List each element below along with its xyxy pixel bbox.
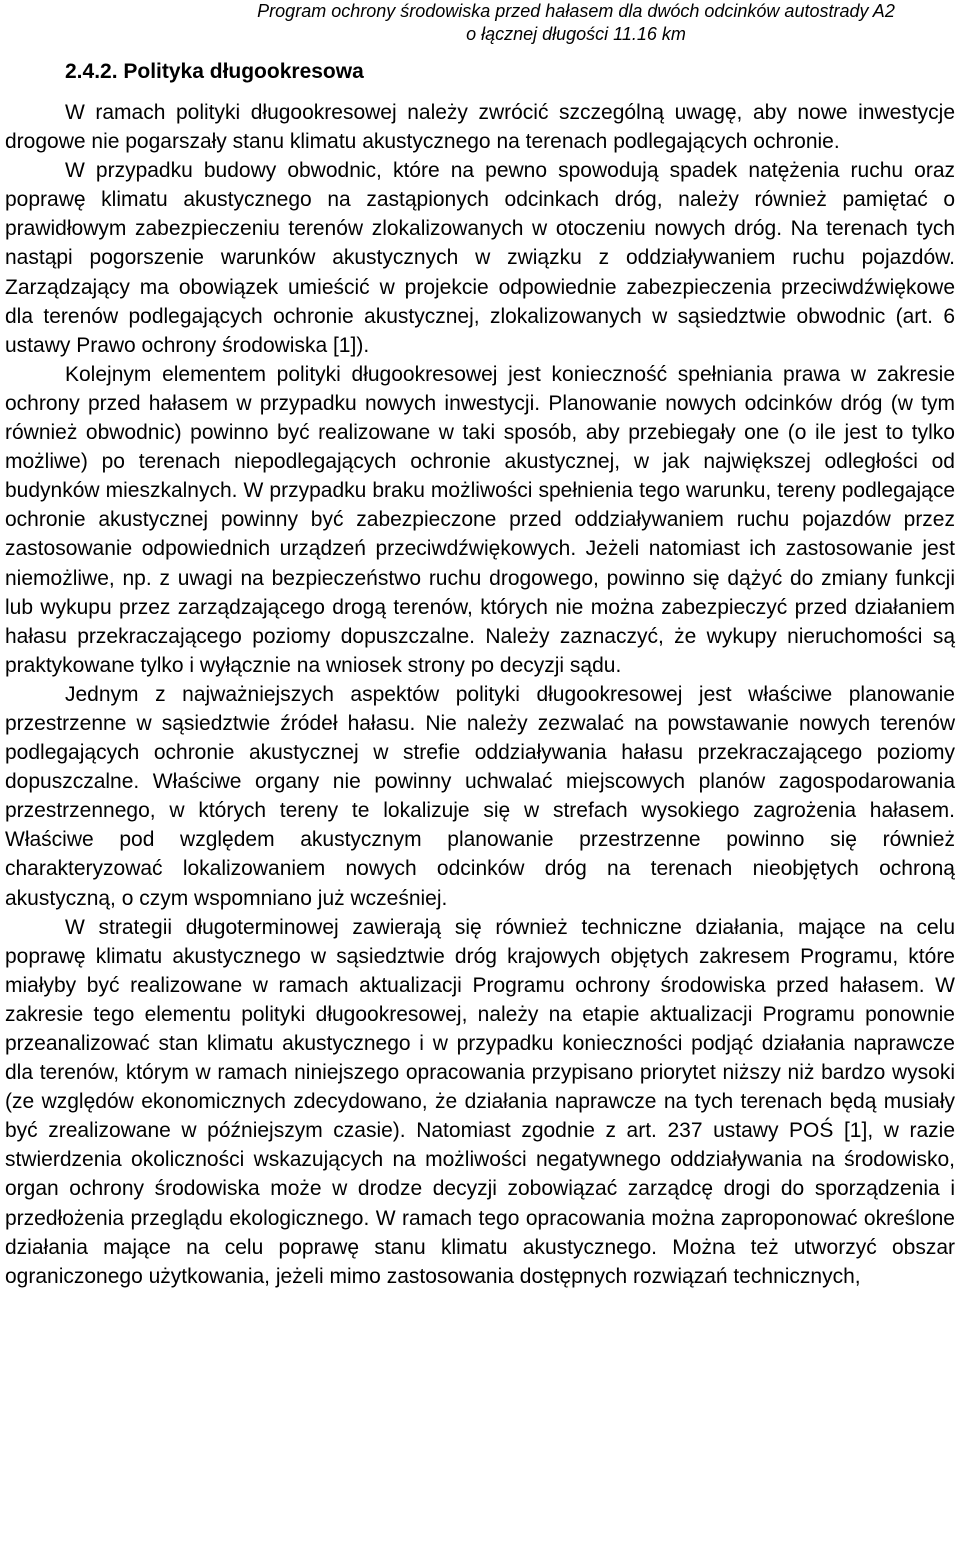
paragraph: W przypadku budowy obwodnic, które na pewno spowodują spadek natężenia ruchu oraz poprawę klimatu akustycznego na zastąpionych odcinkach dróg, należy również pamiętać o prawidłowym zabezpieczeniu terenów zlokalizowanych w otoczeniu nowych dróg. Na terenach tych nastąpi pogorszenie warunków akustycznych w związku z oddziaływaniem ruchu pojazdów. Zarządzający ma obowiązek umieścić w projekcie odpowiednie zabezpieczenia przeciwdźwiękowe dla terenów podlegających ochronie akustycznej, zlokalizowanych w sąsiedztwie obwodnic (art. 6 ustawy Prawo ochrony środowiska [1]). xyxy=(5,159,955,357)
body-text xyxy=(5,98,955,1291)
running-header-line-1: Program ochrony środowiska przed hałasem dla dwóch odcinków autostrady A2 xyxy=(257,1,895,21)
section-heading: 2.4.2. Polityka długookresowa xyxy=(65,60,364,83)
running-header xyxy=(196,0,956,46)
paragraph: Kolejnym elementem polityki długookresowej jest konieczność spełniania prawa w zakresie ochrony przed hałasem w przypadku nowych inwestycji. Planowanie nowych odcinków dróg (w tym również obwodnic) powinno być realizowane w taki sposób, aby przebiegały one (o ile jest to tylko możliwe) po terenach niepodlegających ochronie akustycznej, w jak największej odległości od budynków mieszkalnych. W przypadku braku możliwości spełnienia tego warunku, tereny podlegające ochronie akustycznej powinny być zabezpieczone przed oddziaływaniem ruchu pojazdów przez zastosowanie odpowiednich urządzeń przeciwdźwiękowych. Jeżeli natomiast ich zastosowanie jest niemożliwe, np. z uwagi na bezpieczeństwo ruchu drogowego, powinno się dążyć do zmiany funkcji lub wykupu przez zarządzającego drogą terenów, których nie można zabezpieczyć przed działaniem hałasu przekraczającego poziomy dopuszczalne. Należy zaznaczyć, że wykupy nieruchomości są praktykowane tylko i wyłącznie na wniosek strony po decyzji sądu. xyxy=(5,362,955,677)
paragraph: Jednym z najważniejszych aspektów polityki długookresowej jest właściwe planowanie przestrzenne w sąsiedztwie źródeł hałasu. Nie należy zezwalać na powstawanie nowych terenów podlegających ochronie akustycznej w strefie oddziaływania hałasu przekraczającego poziomy dopuszczalne. Właściwe organy nie powinny uchwalać miejscowych planów zagospodarowania przestrzennego, w których tereny te lokalizuje się w strefach wysokiego zagrożenia hałasem. Właściwe pod względem akustycznym planowanie przestrzenne powinno się również charakteryzować lokalizowaniem nowych odcinków dróg na terenach nieobjętych ochroną akustyczną, o czym wspomniano już wcześniej. xyxy=(5,682,955,910)
paragraph: W ramach polityki długookresowej należy zwrócić szczególną uwagę, aby nowe inwestycje drogowe nie pogarszały stanu klimatu akustycznego na terenach podlegających ochronie. xyxy=(5,101,955,154)
running-header-line-2: o łącznej długości 11.16 km xyxy=(466,24,686,44)
paragraph: W strategii długoterminowej zawierają się również techniczne działania, mające na celu poprawę klimatu akustycznego w sąsiedztwie dróg krajowych objętych zakresem Programu, które miałyby być realizowane w ramach aktualizacji Programu ochrony środowiska przed hałasem. W zakresie tego elementu polityki długookresowej, należy na etapie aktualizacji Programu ponownie przeanalizować stan klimatu akustycznego i w przypadku konieczności podjąć działania naprawcze dla terenów, którym w ramach niniejszego opracowania przypisano priorytet niższy niż bardzo wysoki (ze względów ekonomicznych zdecydowano, że działania naprawcze na tych terenach będą musiały być zrealizowane w późniejszym czasie). Natomiast zgodnie z art. 237 ustawy POŚ [1], w razie stwierdzenia okoliczności wskazujących na możliwości negatywnego oddziaływania na środowisko, organ ochrony środowiska może w drodze decyzji zobowiązać zarządcę drogi do sporządzenia i przedłożenia przeglądu ekologicznego. W ramach tego opracowania można zaproponować określone działania mające na celu poprawę stanu klimatu akustycznego. Można też utworzyć obszar ograniczonego użytkowania, jeżeli mimo zastosowania dostępnych rozwiązań technicznych, xyxy=(5,915,955,1288)
